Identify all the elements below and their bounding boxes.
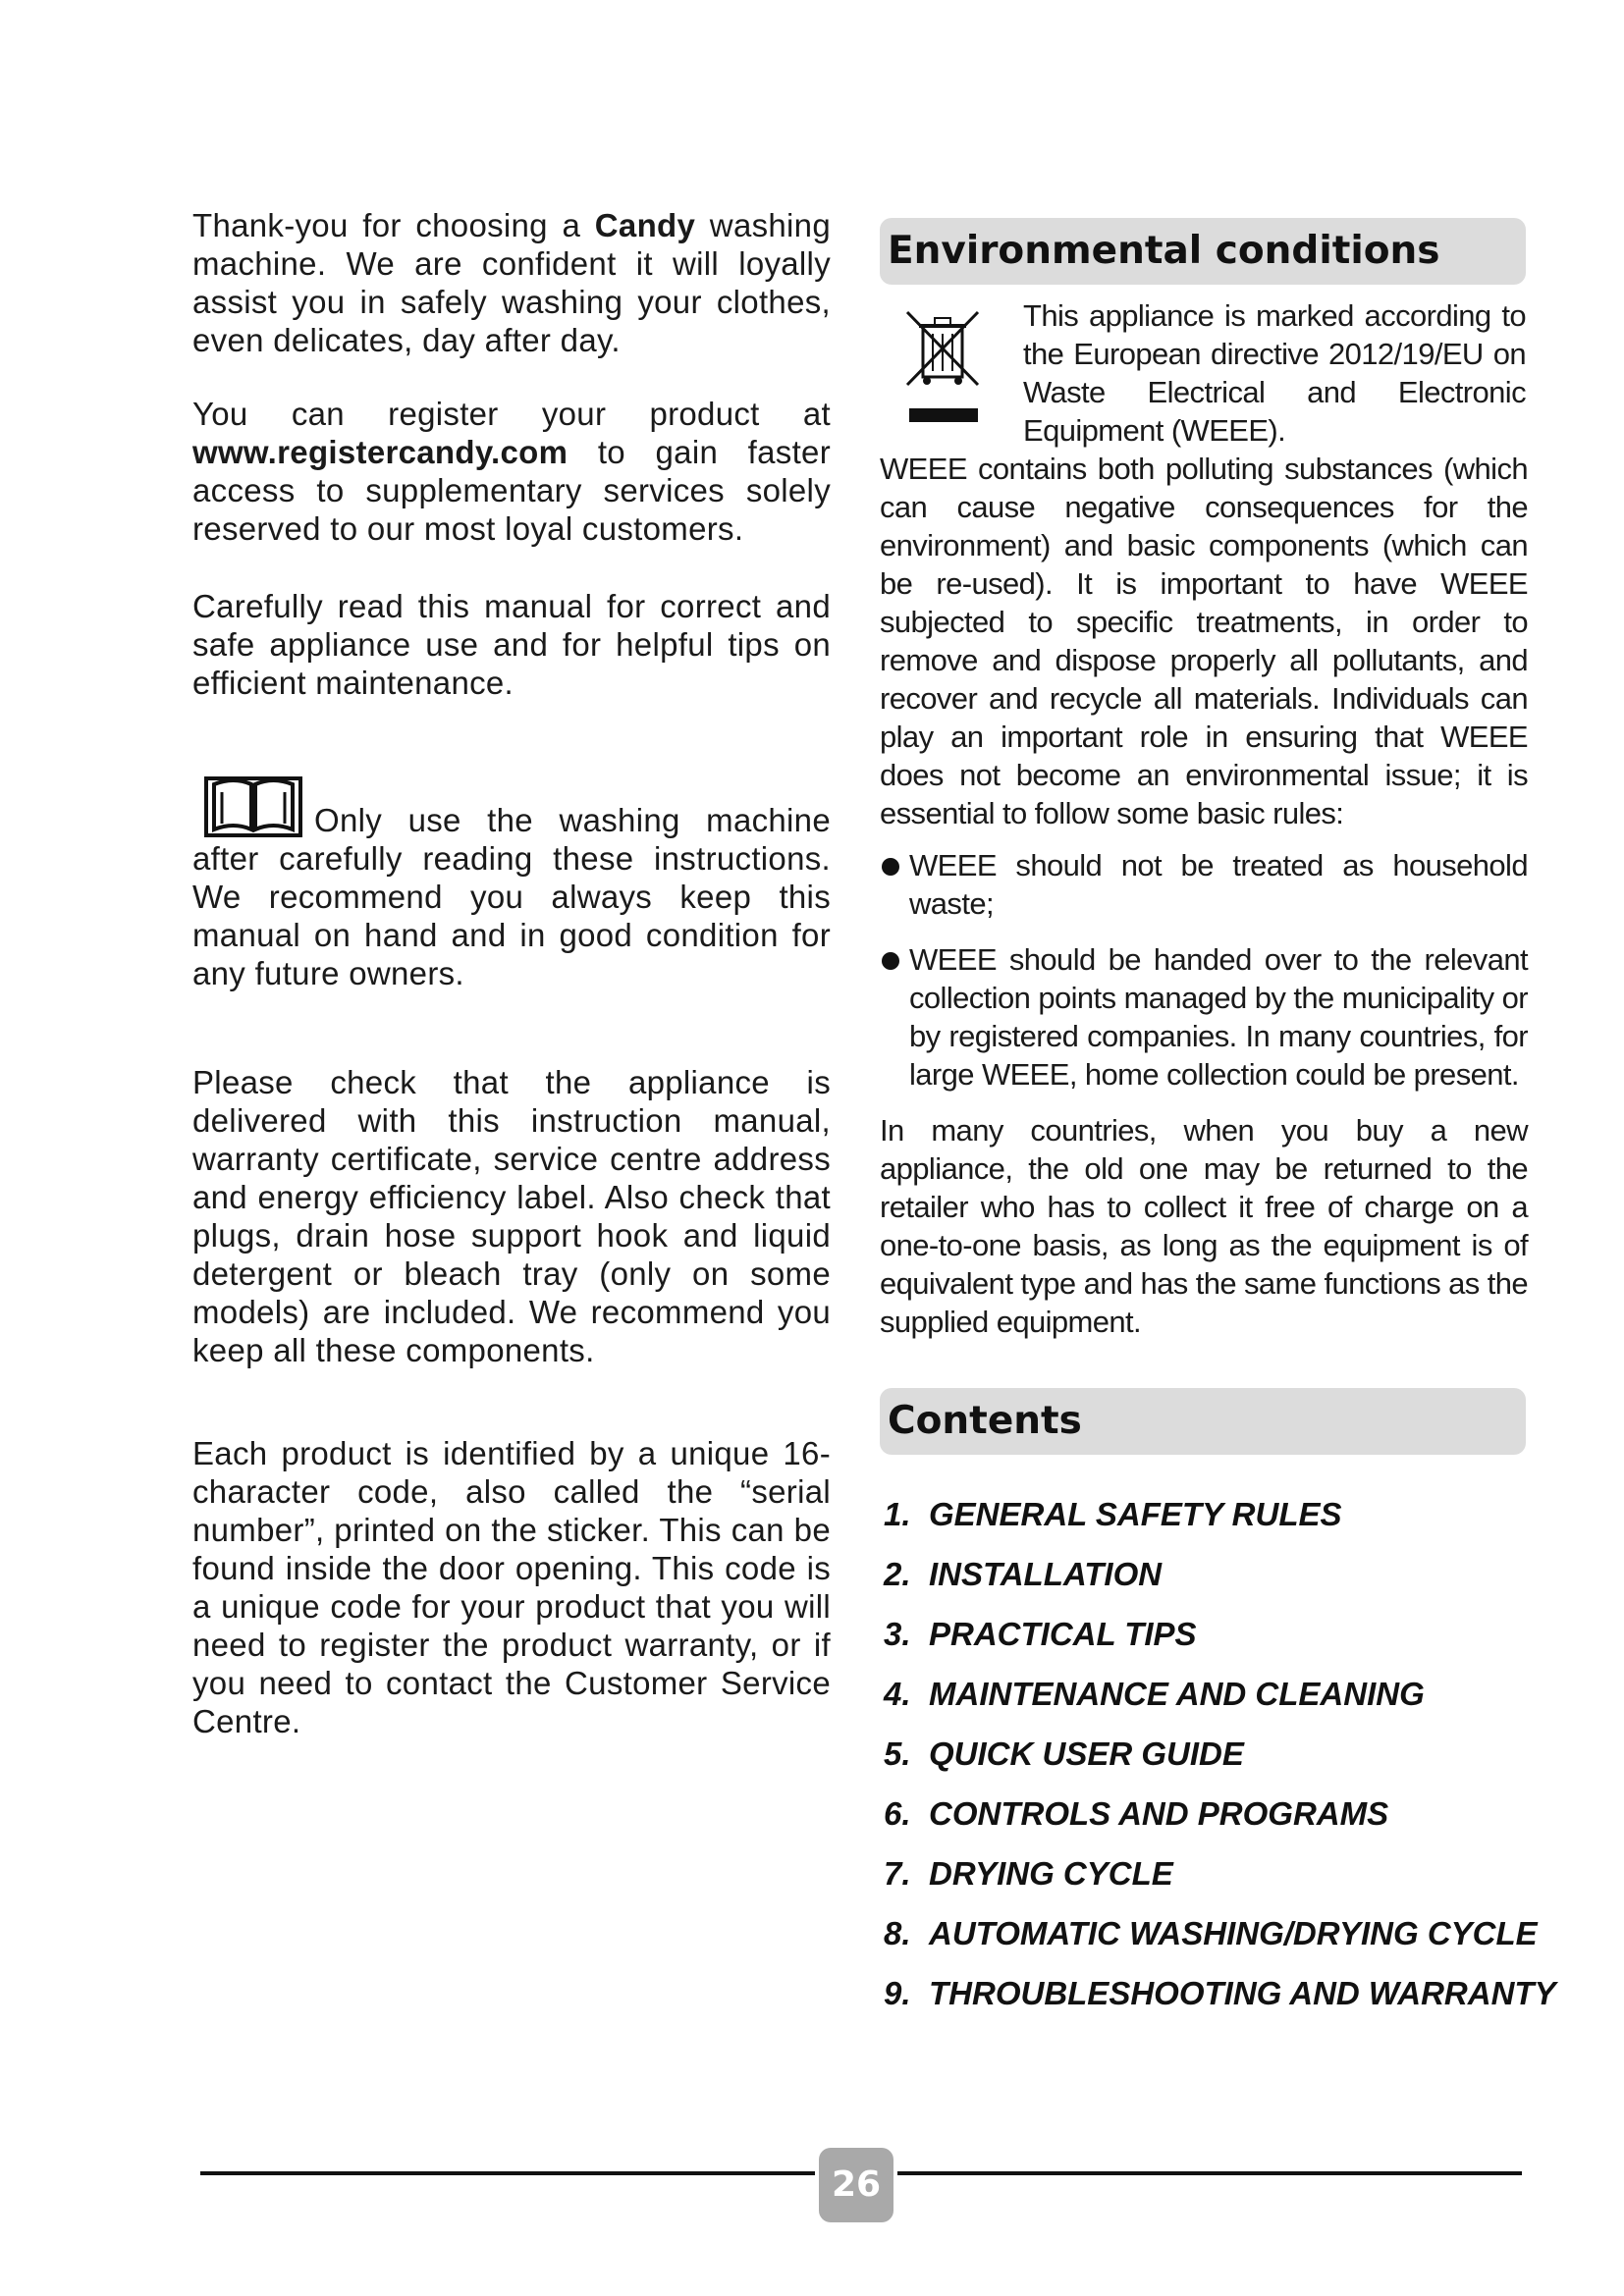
- environmental-conditions-header: Environmental conditions: [880, 218, 1526, 285]
- toc-label: MAINTENANCE AND CLEANING: [929, 1676, 1425, 1712]
- intro-paragraph-thanks: [192, 206, 831, 359]
- toc-number: 1.: [884, 1496, 911, 1532]
- table-of-contents: [884, 1484, 1556, 2023]
- toc-item[interactable]: [884, 1843, 1528, 1903]
- weee-paragraph: WEEE contains both polluting substances (which can cause negative consequences for the environment) and basic components (which can be re-used). It is important to have WEEE subjected to specific treatments, in order to remove and dispose properly all pollutants, and recover and recycle all materials. Individuals can play an important role in ensuring that WEEE does not become an environmental issue; it is essential to follow some basic rules:: [880, 452, 1528, 830]
- environmental-conditions-body: [880, 296, 1528, 1341]
- list-item-text: WEEE should be handed over to the relevant collection points managed by the municipality or by registered companies. In many countries, for large WEEE, home collection could be present.: [909, 942, 1528, 1092]
- list-item: [880, 846, 1528, 923]
- intro-text: to gain faster access to supplementary services solely reserved to our most loyal customers.: [192, 434, 831, 547]
- toc-item[interactable]: [884, 1544, 1528, 1604]
- manual-book-icon: [204, 771, 302, 839]
- toc-item[interactable]: [884, 1724, 1528, 1784]
- toc-item[interactable]: [884, 1963, 1556, 2023]
- intro-text: Only use the washing machine after carefully reading these instructions. We recommend you always keep this manual on hand and in good condition for any future owners.: [192, 802, 831, 991]
- toc-item[interactable]: [884, 1604, 1528, 1664]
- toc-label: GENERAL SAFETY RULES: [929, 1496, 1342, 1532]
- weee-rules-list: [880, 846, 1528, 1094]
- bullet-icon: [882, 952, 899, 970]
- register-link[interactable]: www.registercandy.com: [192, 434, 568, 470]
- toc-label: PRACTICAL TIPS: [929, 1616, 1197, 1652]
- footer-rule-left: [200, 2171, 815, 2175]
- toc-item[interactable]: [884, 1903, 1538, 1963]
- intro-text: washing machine. We are confident it will loyally assist you in safely washing your clothes, even delicates, day after day.: [192, 207, 831, 358]
- footer-rule-right: [897, 2171, 1522, 2175]
- crossed-out-bin-icon: [901, 302, 984, 430]
- intro-paragraph-register: [192, 395, 831, 548]
- right-column: [880, 218, 1556, 2023]
- intro-text: Thank-you for choosing a: [192, 207, 595, 243]
- contents-header: Contents: [880, 1388, 1526, 1455]
- toc-item[interactable]: [884, 1664, 1528, 1724]
- weee-marking-text: This appliance is marked according to the European directive 2012/19/EU on Waste Electrical and Electronic Equipment (WEEE).: [1023, 298, 1526, 448]
- intro-text: You can register your product at: [192, 396, 831, 432]
- toc-label: INSTALLATION: [929, 1556, 1163, 1592]
- toc-number: 5.: [884, 1735, 911, 1772]
- toc-number: 9.: [884, 1975, 911, 2011]
- intro-column: [192, 206, 831, 1776]
- intro-paragraph-use-after-reading: [192, 771, 831, 992]
- brand-name: Candy: [594, 207, 696, 243]
- toc-number: 8.: [884, 1915, 911, 1951]
- toc-label: AUTOMATIC WASHING/DRYING CYCLE: [929, 1915, 1538, 1951]
- intro-paragraph-check-contents: Please check that the appliance is delivered with this instruction manual, warranty certificate, service centre address and energy efficiency label. Also check that plugs, drain hose support hook and liquid detergent or bleach tray (only on some models) are included. We recommend you keep all these components.: [192, 1064, 831, 1368]
- toc-item[interactable]: [884, 1484, 1528, 1544]
- toc-item[interactable]: [884, 1784, 1528, 1843]
- intro-paragraph-read-manual: Carefully read this manual for correct and safe appliance use and for helpful tips on efficient maintenance.: [192, 588, 831, 701]
- toc-number: 4.: [884, 1676, 911, 1712]
- bullet-icon: [882, 858, 899, 876]
- intro-paragraph-serial-number: Each product is identified by a unique 16-character code, also called the “serial number”, printed on the sticker. This can be found inside the door opening. This code is a unique code for your product that you will need to register the product warranty, or if you need to contact the Customer Service Centre.: [192, 1435, 831, 1739]
- toc-label: DRYING CYCLE: [929, 1855, 1173, 1892]
- page-number: 26: [819, 2148, 893, 2222]
- toc-number: 7.: [884, 1855, 911, 1892]
- toc-label: THROUBLESHOOTING AND WARRANTY: [929, 1975, 1556, 2011]
- toc-number: 6.: [884, 1795, 911, 1832]
- list-item-text: WEEE should not be treated as household waste;: [909, 848, 1528, 921]
- toc-label: QUICK USER GUIDE: [929, 1735, 1244, 1772]
- toc-number: 3.: [884, 1616, 911, 1652]
- toc-label: CONTROLS AND PROGRAMS: [929, 1795, 1389, 1832]
- list-item: [880, 940, 1528, 1094]
- toc-number: 2.: [884, 1556, 911, 1592]
- return-old-appliance-paragraph: In many countries, when you buy a new appliance, the old one may be returned to the retailer who has to collect it free of charge on a one-to-one basis, as long as the equipment is of equivalent type and has the same functions as the supplied equipment.: [880, 1113, 1528, 1339]
- weee-marking-block: [880, 296, 1528, 450]
